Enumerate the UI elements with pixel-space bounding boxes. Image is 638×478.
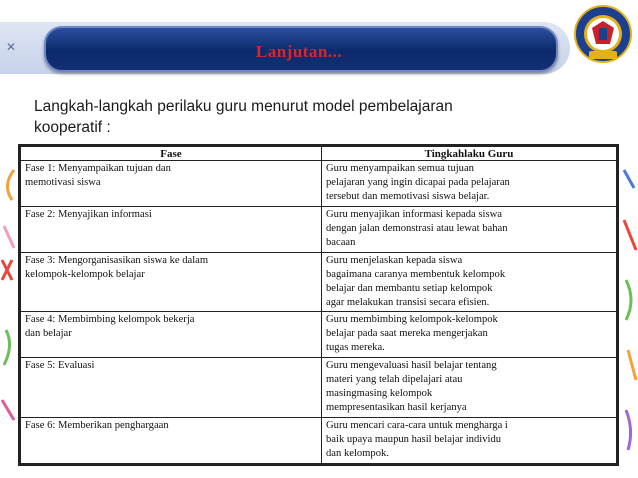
table-row [21, 418, 617, 464]
header-fase: Fase [21, 147, 322, 161]
fase-cell: Fase 5: Evaluasi [21, 358, 322, 418]
cooperative-phases-table [18, 144, 619, 466]
slide-title: Lanjutan... [255, 42, 343, 61]
title-banner [44, 26, 558, 72]
university-logo [570, 4, 636, 64]
guru-cell: Guru mengevaluasi hasil belajar tentang materi yang telah dipelajari atau masingmasing kelompok mempresentasikan hasil kerjanya [322, 358, 617, 418]
fase-cell: Fase 1: Menyampaikan tujuan dan memotivasi siswa [21, 161, 322, 207]
intro-line-1: Langkah-langkah perilaku guru menurut model pembelajaran [34, 98, 453, 115]
guru-cell: Guru membimbing kelompok-kelompok belajar pada saat mereka mengerjakan tugas mereka. [322, 312, 617, 358]
fase-cell: Fase 4: Membimbing kelompok bekerja dan belajar [21, 312, 322, 358]
fase-cell: Fase 3: Mengorganisasikan siswa ke dalam kelompok-kelompok belajar [21, 252, 322, 312]
intro-line-2: kooperatif : [34, 119, 111, 136]
table-row [21, 358, 617, 418]
logo-bottom-banner [589, 51, 617, 59]
guru-cell: Guru menyampaikan semua tujuan pelajaran yang ingin dicapai pada pelajaran tersebut dan memotivasi siswa belajar. [322, 161, 617, 207]
guru-cell: Guru menjelaskan kepada siswa bagaimana caranya membentuk kelompok belajar dan membantu setiap kelompok agar melakukan transisi secara efisien. [322, 252, 617, 312]
guru-cell: Guru mencari cara-cara untuk mengharga i baik upaya maupun hasil belajar individu dan kelompok. [322, 418, 617, 464]
table-row [21, 312, 617, 358]
fase-cell: Fase 6: Memberikan penghargaan [21, 418, 322, 464]
table-row [21, 161, 617, 207]
corner-mark-icon: ✕ [6, 40, 17, 54]
table-row [21, 206, 617, 252]
header-tingkahlaku-guru: Tingkahlaku Guru [322, 147, 617, 161]
guru-cell: Guru menyajikan informasi kepada siswa dengan jalan demonstrasi atau lewat bahan bacaan [322, 206, 617, 252]
fase-cell: Fase 2: Menyajikan informasi [21, 206, 322, 252]
table-header-row [21, 147, 617, 161]
table-row [21, 252, 617, 312]
